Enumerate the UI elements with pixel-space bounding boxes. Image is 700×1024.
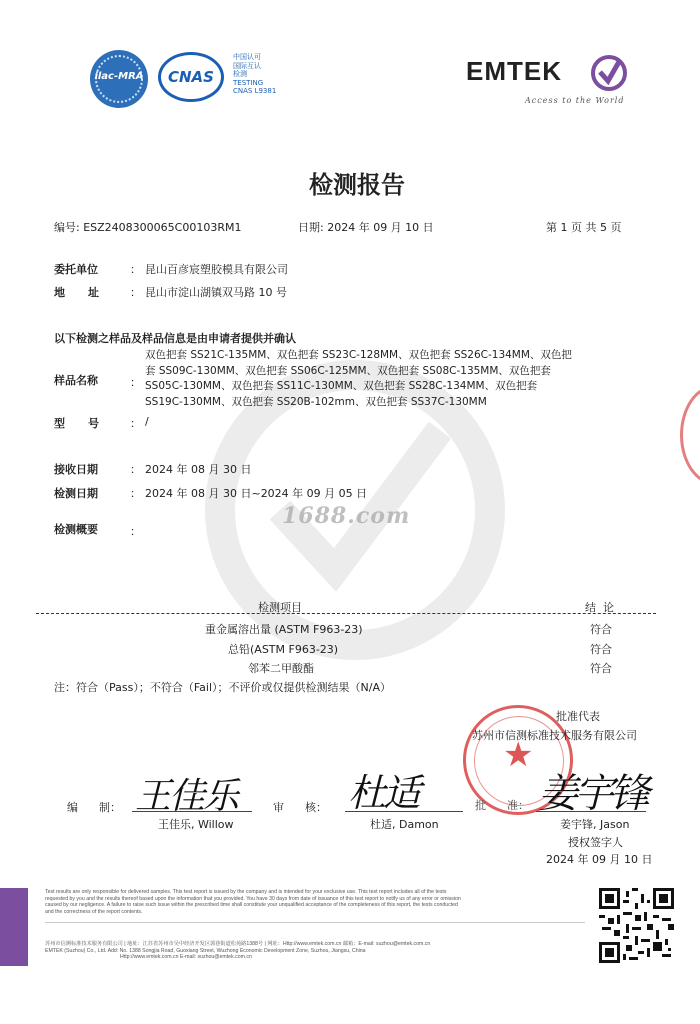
- results-divider: [36, 613, 656, 614]
- approve-title: 授权签字人: [568, 836, 623, 849]
- review-line: [345, 811, 463, 812]
- approve-name: 姜宇锋, Jason: [560, 818, 630, 831]
- received-label: 接收日期: [54, 463, 98, 476]
- results-header-result: 结 论: [585, 601, 614, 614]
- report-title: 检测报告: [309, 171, 405, 199]
- compiled-name: 王佳乐, Willow: [158, 818, 234, 831]
- company-name: 苏州市信测标准技术服务有限公司: [472, 729, 637, 742]
- sample-notice: 以下检测之样品及样品信息是由申请者提供并确认: [54, 332, 296, 345]
- approve-date: 2024 年 09 月 10 日: [546, 853, 653, 866]
- edge-seal: [680, 385, 700, 485]
- approval-representative: 批准代表: [556, 710, 600, 723]
- tested-value: 2024 年 08 月 30 日~2024 年 09 月 05 日: [145, 487, 368, 500]
- emtek-check-icon: [590, 54, 628, 92]
- model-value: /: [145, 415, 149, 428]
- results-header-item: 检测项目: [258, 601, 302, 614]
- summary-colon: ：: [130, 525, 141, 538]
- result-value-2: 符合: [590, 662, 612, 675]
- ilac-logo: ilac-MRA: [90, 50, 148, 108]
- result-value-1: 符合: [590, 643, 612, 656]
- compiled-label: 编 制：: [67, 801, 121, 814]
- result-value-0: 符合: [590, 623, 612, 636]
- report-date: 日期: 2024 年 09 月 10 日: [298, 221, 434, 234]
- result-item-1: 总铅(ASTM F963-23): [228, 643, 339, 656]
- results-note: 注：符合（Pass）；不符合（Fail）；不评价或仅提供检测结果（N/A）: [54, 681, 391, 694]
- cnas-logo: CNAS: [158, 52, 224, 102]
- qr-code-icon: [599, 888, 674, 963]
- purple-bar: [0, 888, 28, 966]
- client-value: 昆山百彦宸塑胶模具有限公司: [145, 263, 288, 276]
- cnas-side-text: 中国认可 国际互认 检测 TESTING CNAS L9381: [233, 53, 277, 96]
- address-value: 昆山市淀山湖镇双马路 10 号: [145, 286, 287, 299]
- model-label: 型 号: [54, 417, 99, 430]
- result-item-2: 邻苯二甲酸酯: [248, 662, 314, 675]
- footer-disclaimer: Test results are only responsible for delivered samples. This test report is issued by the company and is intended for your exclusive use. This test report includes all of the tests requested by you and the results thereof based upon the information that you provided. You have 30 days from date of issuance of this test report to notify us of any error or omission caused by our negligence. A failure to raise such issue within the prescribed time shall constitute your unqualified acceptance of the completeness of this report, the tests conducted and the correctness of the report contents.: [45, 889, 461, 915]
- summary-label: 检测概要: [54, 523, 98, 536]
- result-item-0: 重金属溶出量 (ASTM F963-23): [205, 623, 363, 636]
- sample-value: 双色把套 SS21C-135MM、双色把套 SS23C-128MM、双色把套 SS26C-134MM、双色把 套 SS09C-130MM、双色把套 SS06C-125MM、双色把套 SS08C-135MM、双色把套 SS05C-130MM、双色把套 SS11C-130MM、双色把套 SS28C-134MM、双色把套 SS19C-130MM、双色把套 SS20B-102mm、双色把套 SS37C-130MM: [145, 349, 572, 408]
- approve-label: 批 准：: [475, 799, 529, 812]
- sample-colon: ：: [130, 376, 141, 389]
- client-colon: ：: [130, 263, 141, 276]
- sample-label: 样品名称: [54, 374, 98, 387]
- client-label: 委托单位: [54, 263, 98, 276]
- received-value: 2024 年 08 月 30 日: [145, 463, 252, 476]
- watermark-text: 1688.com: [282, 503, 411, 529]
- emtek-slogan: Access to the World: [525, 96, 625, 105]
- compiled-signature: 王佳乐: [135, 776, 238, 817]
- received-colon: ：: [130, 463, 141, 476]
- approve-line: [536, 811, 646, 812]
- report-number: 编号: ESZ2408300065C00103RM1: [54, 221, 242, 234]
- model-colon: ：: [130, 417, 141, 430]
- emtek-logo: EMTEK: [466, 56, 562, 86]
- review-name: 杜适, Damon: [370, 818, 439, 831]
- address-label: 地 址: [54, 286, 99, 299]
- address-colon: ：: [130, 286, 141, 299]
- page-number: 第 1 页 共 5 页: [546, 221, 622, 234]
- review-label: 审 核：: [273, 801, 327, 814]
- footer-address: 苏州市信测标准技术服务有限公司 | 地址：江苏省苏州市吴中经济开发区郭巷街道松苑路1388号 | 网址：Http://www.emtek.com.cn 邮箱：E-mail: suzhou@emtek.com.cn EMTEK (Suzhou) Co., Ltd. Add: No. 1388 Songjia Road, Guoxiang Street, Wuzhong Economic Development Zone, Suzhou, Jiangsu, China Http://www.emtek.com.cn E-mail: suzhou@emtek.com.cn: [45, 941, 431, 960]
- review-signature: 杜适: [348, 771, 419, 815]
- company-seal: ★: [463, 705, 573, 815]
- tested-colon: ：: [130, 487, 141, 500]
- compiled-line: [132, 811, 252, 812]
- approve-signature: 姜宇锋: [538, 771, 646, 817]
- tested-label: 检测日期: [54, 487, 98, 500]
- footer-divider: [45, 922, 585, 923]
